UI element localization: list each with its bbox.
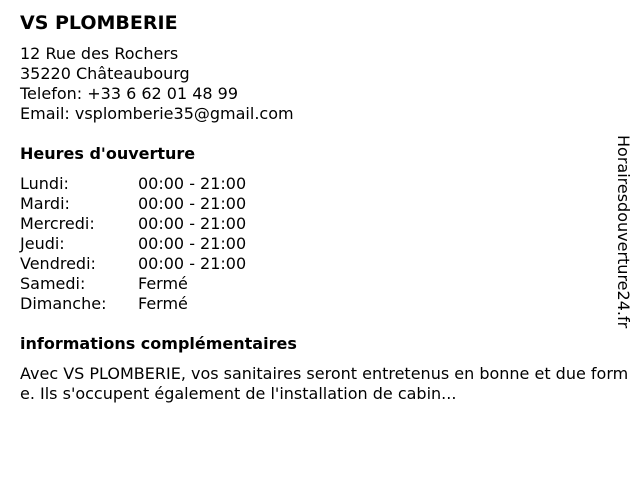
business-description: Avec VS PLOMBERIE, vos sanitaires seront entretenus en bonne et due forme. Ils s'occupent également de l'installation de cabin... <box>20 364 629 403</box>
hours-time: 00:00 - 21:00 <box>138 174 247 193</box>
hours-time: 00:00 - 21:00 <box>138 234 247 253</box>
address-city: 35220 Châteaubourg <box>20 64 190 83</box>
hours-day: Mardi: <box>20 194 70 213</box>
business-name: VS PLOMBERIE <box>20 12 178 34</box>
site-watermark: Horairesdouverture24.fr <box>614 135 633 329</box>
hours-time: Fermé <box>138 274 188 293</box>
opening-hours-heading: Heures d'ouverture <box>20 144 196 163</box>
address-street: 12 Rue des Rochers <box>20 44 179 63</box>
additional-info-heading: informations complémentaires <box>20 334 297 353</box>
hours-time: 00:00 - 21:00 <box>138 254 247 273</box>
hours-day: Lundi: <box>20 174 69 193</box>
hours-time: 00:00 - 21:00 <box>138 214 247 233</box>
hours-day: Vendredi: <box>20 254 96 273</box>
hours-day: Samedi: <box>20 274 86 293</box>
hours-day: Mercredi: <box>20 214 95 233</box>
contact-block <box>20 44 294 124</box>
hours-day: Jeudi: <box>20 234 65 253</box>
email-address: Email: vsplomberie35@gmail.com <box>20 104 294 123</box>
hours-day: Dimanche: <box>20 294 107 313</box>
phone-number: Telefon: +33 6 62 01 48 99 <box>20 84 239 103</box>
hours-time: 00:00 - 21:00 <box>138 194 247 213</box>
hours-time: Fermé <box>138 294 188 313</box>
